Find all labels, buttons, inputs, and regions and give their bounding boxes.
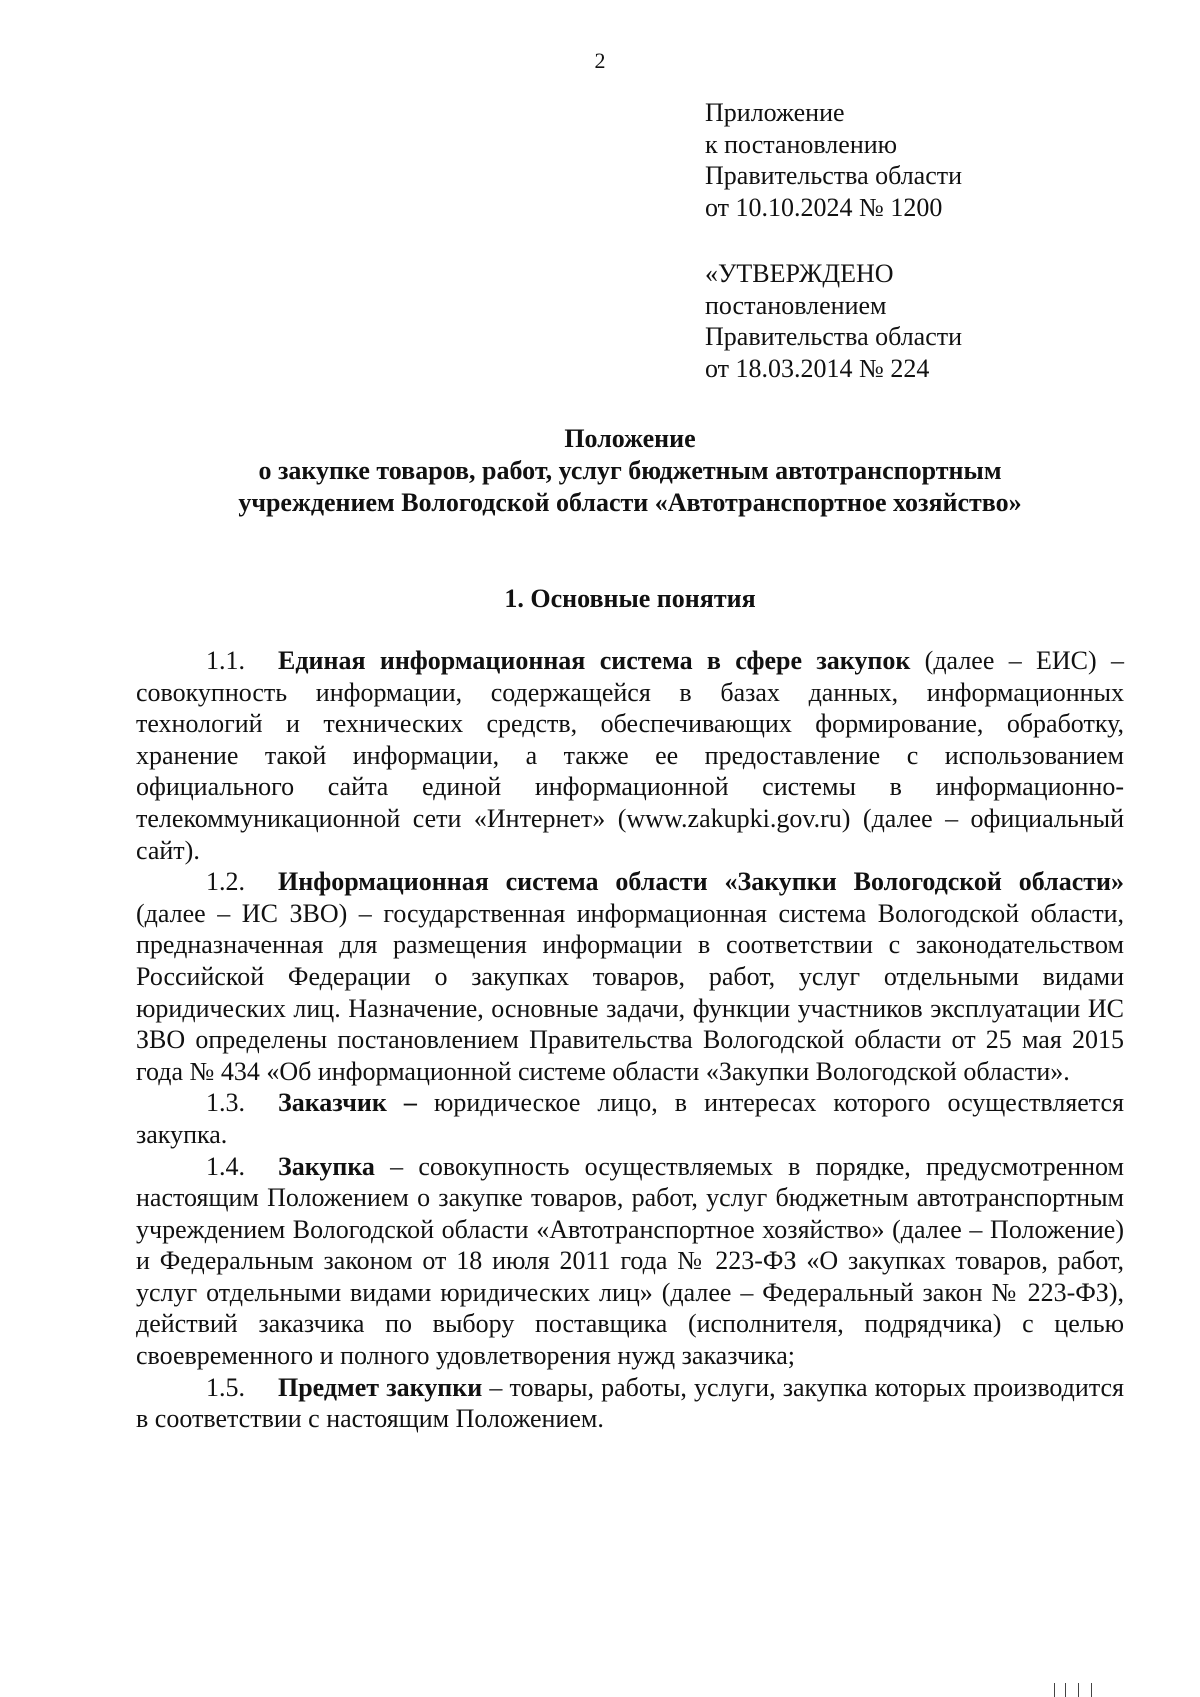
item-term: Заказчик – [278, 1088, 417, 1118]
title-line: Положение [564, 424, 696, 453]
item-text: (далее – ИС ЗВО) – государственная информационная система Вологодской области, предназначенная для размещения информации в соответствии с законодательством Российской Федерации о закупках товаров, работ, услуг отдельными видами юридических лиц. Назначение, основные задачи, функции участников эксплуатации ИС ЗВО определены постановлением Правительства Вологодской области от 25 мая 2015 года № 434 «Об информационной системе области «Закупки Вологодской области». [136, 898, 1124, 1086]
title-line: о закупке товаров, работ, услуг бюджетным автотранспортным [258, 456, 1002, 485]
item-text: (далее – ЕИС) – совокупность информации, содержащейся в базах данных, информационных технологий и технических средств, обеспечивающих формирование, обработку, хранение такой информации, а также ее предоставление с использованием официального сайта единой информационной системы в информационно-телекоммуникационной сети «Интернет» (www.zakupki.gov.ru) (далее – официальный сайт). [136, 646, 1124, 865]
item-text: юридическое лицо, в интересах которого осуществляется закупка. [136, 1088, 1124, 1149]
title-line: учреждением Вологодской области «Автотранспортное хозяйство» [238, 488, 1022, 517]
definition-item [136, 866, 1124, 1087]
scan-barcode-mark [1054, 1683, 1092, 1697]
section-body [136, 645, 1124, 1435]
appendix-line: Правительства области [705, 161, 963, 190]
item-term: Единая информационная система в сфере закупок [278, 646, 911, 675]
item-term: Информационная система области «Закупки Вологодской области» [278, 867, 1124, 897]
approval-block [705, 258, 1145, 384]
approval-line: Правительства области [705, 322, 963, 351]
definition-item [136, 1151, 1124, 1372]
item-term: Предмет закупки [278, 1372, 483, 1402]
appendix-line: к постановлению [705, 129, 898, 159]
item-number: 1.5. [206, 1372, 245, 1402]
page-number: 2 [594, 48, 606, 73]
item-text: – товары, работы, услуги, закупка которых производится в соответствии с настоящим Положением. [136, 1372, 1124, 1434]
section-heading: 1. Основные понятия [504, 584, 756, 613]
item-number: 1.3. [206, 1088, 245, 1118]
definition-item [136, 1087, 1124, 1150]
definition-item [136, 645, 1124, 866]
approval-line: постановлением [705, 290, 887, 320]
approval-line: от 18.03.2014 № 224 [705, 353, 930, 383]
item-number: 1.2. [206, 867, 245, 897]
item-number: 1.1. [206, 646, 245, 675]
appendix-line: от 10.10.2024 № 1200 [705, 192, 943, 222]
item-number: 1.4. [206, 1151, 245, 1181]
definition-item [136, 1372, 1124, 1435]
approval-line: «УТВЕРЖДЕНО [705, 259, 894, 288]
item-term: Закупка [278, 1151, 375, 1181]
item-text: – совокупность осуществляемых в порядке, предусмотренном настоящим Положением о закупке товаров, работ, услуг бюджетным автотранспортным учреждением Вологодской области «Автотранспортное хозяйство» (далее – Положение) и Федеральным законом от 18 июля 2011 года № 223-ФЗ «О закупках товаров, работ, услуг отдельными видами юридических лиц» (далее – Федеральный закон № 223-ФЗ), действий заказчика по выбору поставщика (исполнителя, подрядчика) с целью своевременного и полного удовлетворения нужд заказчика; [136, 1151, 1124, 1371]
document-title [0, 423, 1200, 519]
appendix-line: Приложение [705, 98, 845, 127]
appendix-block [705, 97, 1145, 223]
